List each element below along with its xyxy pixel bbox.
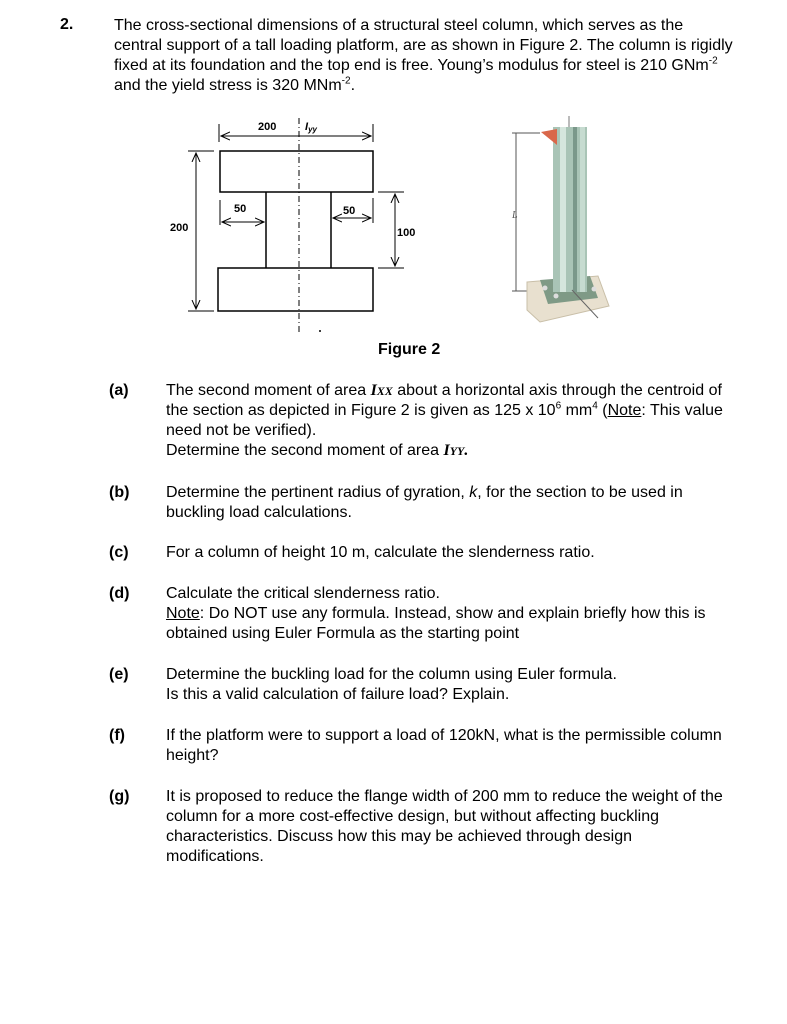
- part-label: (c): [109, 544, 129, 561]
- bottom-flange: [218, 268, 373, 311]
- part-text: For a column of height 10 m, calculate the slenderness ratio.: [166, 544, 595, 561]
- column-illustration: [511, 116, 609, 322]
- intro-text: and the yield stress is 320 MNm: [114, 77, 342, 94]
- intro-text: .: [350, 77, 356, 94]
- part-label: (f): [109, 727, 125, 744]
- i-beam-cross-section: [218, 151, 373, 311]
- axis-label: Iyy: [305, 121, 317, 134]
- intro-text: The cross-sectional dimensions of a structural steel column, which serves as the central support of a tall loading platform, are as shown in Figure 2. The column is rigidly fixed at its foundation and the top end is free. Young’s modulus for steel is 210 GNm: [114, 17, 733, 74]
- superscript: -2: [341, 75, 351, 87]
- part-label: (b): [109, 484, 130, 501]
- question-number: 2.: [60, 16, 74, 33]
- figure-caption: Figure 2: [378, 341, 441, 358]
- part-text: It is proposed to reduce the flange width of 200 mm to reduce the weight of the column for a more cost-effective design, but without affecting buckling characteristics. Discuss how this may be achieved through design modifications.: [166, 788, 723, 865]
- dim-flange-width: 200: [258, 121, 277, 133]
- part-text: The second moment of area IXX about a horizontal axis through the centroid of the section as depicted in Figure 2 is given as 125 x $10^6$ $mm^4$ (Note: This value need not be verified). Determine the second moment of area IYY.: [166, 382, 723, 459]
- figure-2: [0, 0, 787, 340]
- part-label: (e): [109, 666, 129, 683]
- superscript: -2: [708, 55, 718, 67]
- top-flange: [220, 151, 373, 192]
- dim-left-overhang: 50: [234, 203, 247, 215]
- part-text: Determine the buckling load for the column using Euler formula. Is this a valid calculation of failure load? Explain.: [166, 666, 617, 703]
- dim-right-overhang: 50: [343, 205, 356, 217]
- part-text: If the platform were to support a load of 120kN, what is the permissible column height?: [166, 727, 722, 764]
- dim-web-height: 100: [397, 227, 416, 239]
- part-label: (g): [109, 788, 130, 805]
- part-text: Determine the pertinent radius of gyration, k, for the section to be used in buckling load calculations.: [166, 484, 683, 521]
- part-label: (a): [109, 382, 129, 399]
- dim-total-height: 200: [170, 222, 189, 234]
- length-label: L: [512, 210, 518, 221]
- part-label: (d): [109, 585, 130, 602]
- part-text: Calculate the critical slenderness ratio. Note: Do NOT use any formula. Instead, show and explain briefly how this is obtained using Euler Formula as the starting point: [166, 585, 706, 642]
